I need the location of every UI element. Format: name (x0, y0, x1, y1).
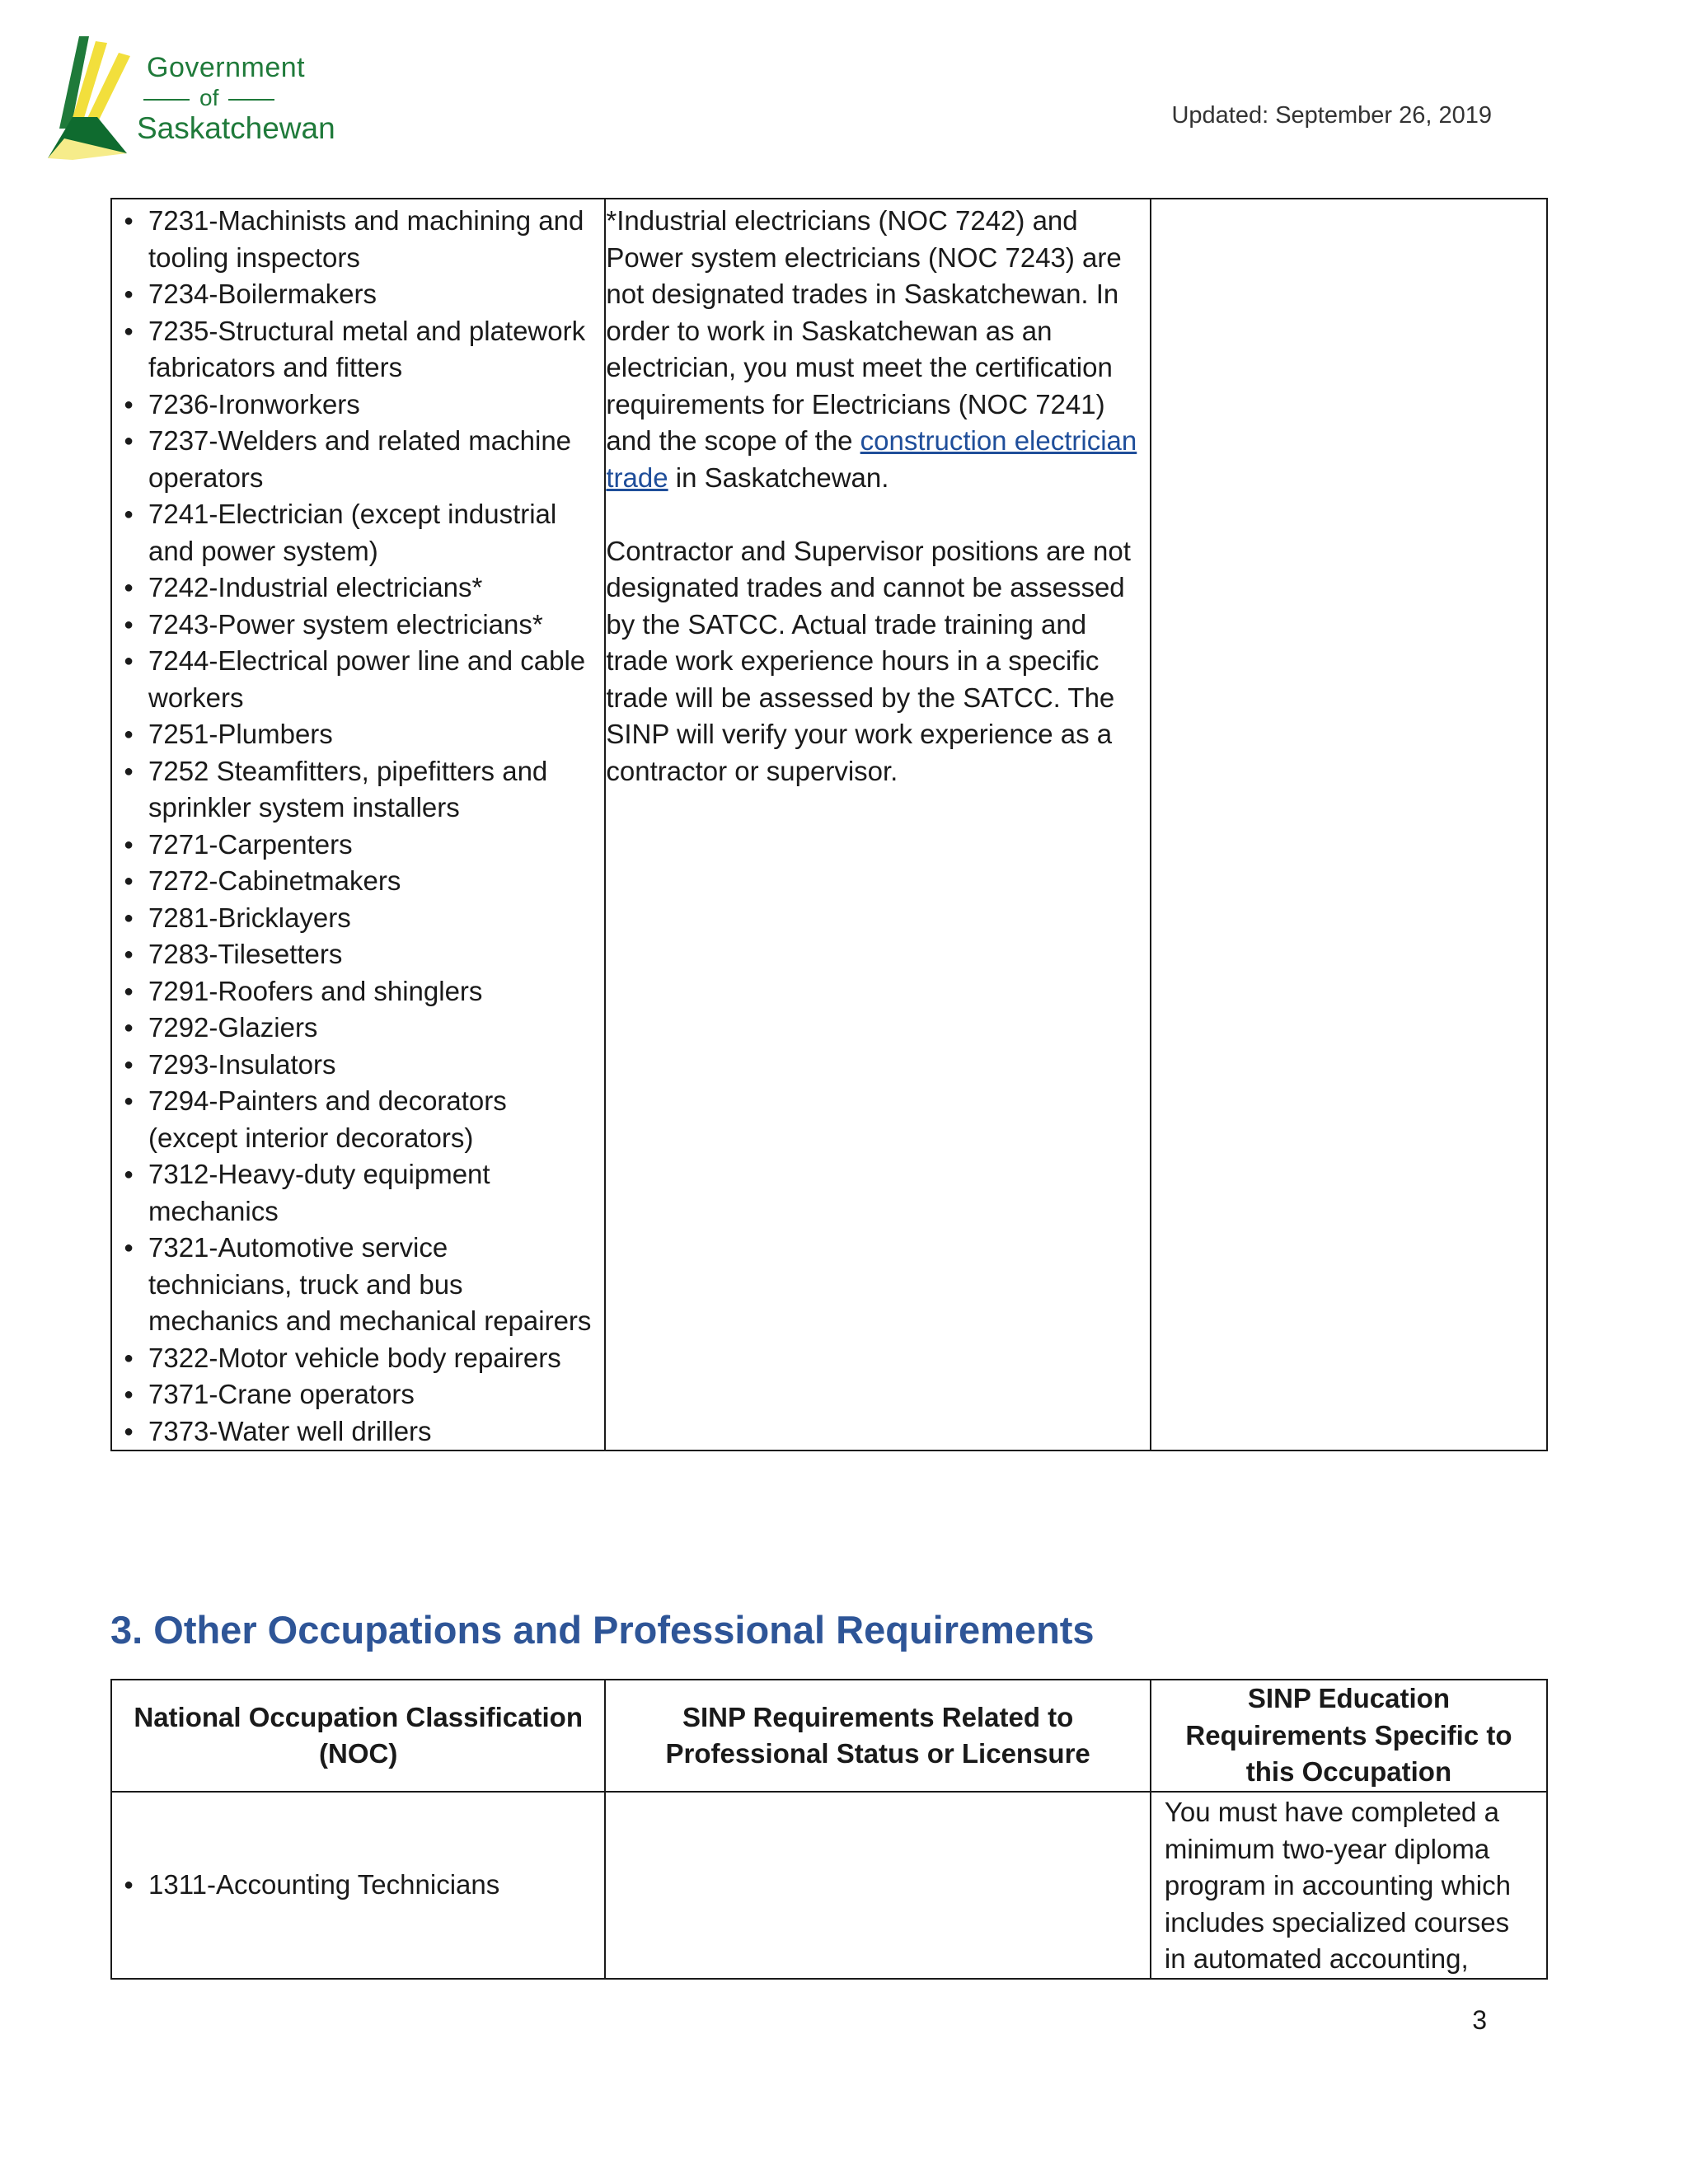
logo-text-saskatchewan: Saskatchewan (137, 111, 335, 145)
list-item: ● 7373-Water well drillers (112, 1413, 604, 1451)
construction-electrician-trade-link[interactable]: construction electrician trade (606, 425, 1137, 493)
list-item: ● 7252 Steamfitters, pipefitters and sprinkler system installers (112, 753, 604, 827)
list-item: ● 7251-Plumbers (112, 716, 604, 753)
contractor-supervisor-note: Contractor and Supervisor positions are not designated trades and cannot be assessed by the SATCC. Actual trade training and trade work experience hours in a specific trade will be assessed by the SATCC. The SINP will verify your work experience as a contractor or supervisor. (606, 535, 1131, 786)
electrician-note (606, 203, 1150, 496)
requirements-notes-cell (605, 199, 1151, 1451)
list-item: ● 7244-Electrical power line and cable workers (112, 643, 604, 716)
table-row (111, 1792, 1547, 1979)
list-item: ● 7237-Welders and related machine operators (112, 423, 604, 496)
education-cell-empty (1151, 199, 1547, 1451)
page-number: 3 (1472, 2005, 1487, 2035)
list-item: ● 7234-Boilermakers (112, 276, 604, 313)
list-item: ● 7241-Electrician (except industrial and power system) (112, 496, 604, 569)
professional-status-cell (605, 1792, 1151, 1979)
list-item: ● 7312-Heavy-duty equipment mechanics (112, 1156, 604, 1230)
list-item: ● 7292-Glaziers (112, 1010, 604, 1047)
list-item: ● 7236-Ironworkers (112, 387, 604, 424)
list-item: ● 1311-Accounting Technicians (112, 1867, 604, 1904)
list-item: ● 7371-Crane operators (112, 1376, 604, 1413)
occupation-list (112, 203, 604, 1450)
logo-text-of: of (134, 84, 284, 112)
section-heading: 3. Other Occupations and Professional Requirements (110, 1608, 1095, 1652)
trades-table-continued (110, 198, 1548, 1451)
list-item: ● 7322-Motor vehicle body repairers (112, 1340, 604, 1377)
column-header-education: SINP Education Requirements Specific to this Occupation (1151, 1680, 1547, 1792)
education-cell: You must have completed a minimum two-year diploma program in accounting which includes specialized courses in automated accounting, (1151, 1792, 1547, 1979)
column-header-professional-status: SINP Requirements Related to Professional Status or Licensure (605, 1680, 1151, 1792)
column-header-noc: National Occupation Classification (NOC) (111, 1680, 605, 1792)
list-item: ● 7242-Industrial electricians* (112, 569, 604, 607)
table-header-row (111, 1680, 1547, 1792)
list-item: ● 7243-Power system electricians* (112, 607, 604, 644)
list-item: ● 7235-Structural metal and platework fabricators and fitters (112, 313, 604, 387)
list-item: ● 7321-Automotive service technicians, truck and bus mechanics and mechanical repairers (112, 1230, 604, 1340)
other-occupations-table (110, 1679, 1548, 1980)
list-item: ● 7271-Carpenters (112, 827, 604, 864)
table-row (111, 199, 1547, 1451)
government-logo (48, 36, 345, 160)
logo-text-government: Government (147, 52, 306, 83)
list-item: ● 7293-Insulators (112, 1047, 604, 1084)
electrician-note-tail: in Saskatchewan. (668, 462, 889, 493)
occupation-cell (111, 1792, 605, 1979)
list-item: ● 7294-Painters and decorators (except interior decorators) (112, 1083, 604, 1156)
list-item: ● 7283-Tilesetters (112, 936, 604, 973)
list-item: ● 7281-Bricklayers (112, 900, 604, 937)
wheat-sheaf-icon (48, 36, 138, 160)
list-item: ● 7291-Roofers and shinglers (112, 973, 604, 1010)
updated-date: Updated: September 26, 2019 (1171, 102, 1492, 129)
electrician-note-text: *Industrial electricians (NOC 7242) and Power system electricians (NOC 7243) are not designated trades in Saskatchewan. In order to work in Saskatchewan as an electrician, you must meet the certification requirements for Electricians (NOC 7241) and the scope of the (606, 205, 1122, 456)
list-item: ● 7272-Cabinetmakers (112, 863, 604, 900)
occupation-list-cell (111, 199, 605, 1451)
list-item: ● 7231-Machinists and machining and tooling inspectors (112, 203, 604, 276)
